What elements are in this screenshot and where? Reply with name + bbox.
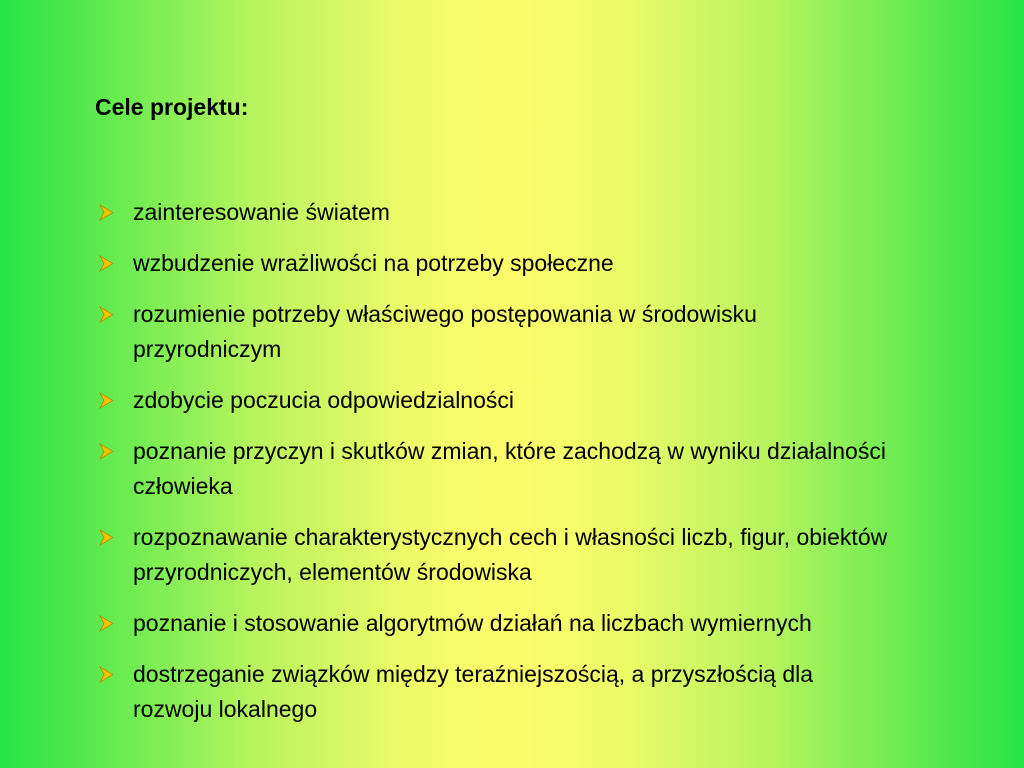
arrowhead-bullet-icon <box>98 606 118 641</box>
list-item <box>95 246 895 281</box>
arrowhead-bullet-icon <box>98 195 118 230</box>
arrowhead-bullet-icon <box>98 297 118 332</box>
list-item <box>95 657 895 727</box>
list-item <box>95 520 895 590</box>
arrowhead-bullet-icon <box>98 383 118 418</box>
arrowhead-bullet-icon <box>98 434 118 469</box>
slide-title: Cele projektu: <box>95 94 249 120</box>
goal-text: dostrzeganie związków między teraźniejszością, a przyszłością dla rozwoju lokalnego <box>133 661 814 722</box>
goals-list <box>95 195 895 743</box>
list-item <box>95 434 895 504</box>
goal-text: rozumienie potrzeby właściwego postępowania w środowisku przyrodniczym <box>133 301 757 362</box>
goal-text: wzbudzenie wrażliwości na potrzeby społeczne <box>133 250 614 276</box>
goal-text: poznanie i stosowanie algorytmów działań na liczbach wymiernych <box>133 610 812 636</box>
goal-text: zainteresowanie światem <box>133 199 390 225</box>
list-item <box>95 383 895 418</box>
goal-text: zdobycie poczucia odpowiedzialności <box>133 387 515 413</box>
arrowhead-bullet-icon <box>98 246 118 281</box>
arrowhead-bullet-icon <box>98 520 118 555</box>
list-item <box>95 195 895 230</box>
list-item <box>95 606 895 641</box>
list-item <box>95 297 895 367</box>
arrowhead-bullet-icon <box>98 657 118 692</box>
goal-text: poznanie przyczyn i skutków zmian, które zachodzą w wyniku działalności człowieka <box>133 438 886 499</box>
goal-text: rozpoznawanie charakterystycznych cech i własności liczb, figur, obiektów przyrodniczych, elementów środowiska <box>133 524 888 585</box>
